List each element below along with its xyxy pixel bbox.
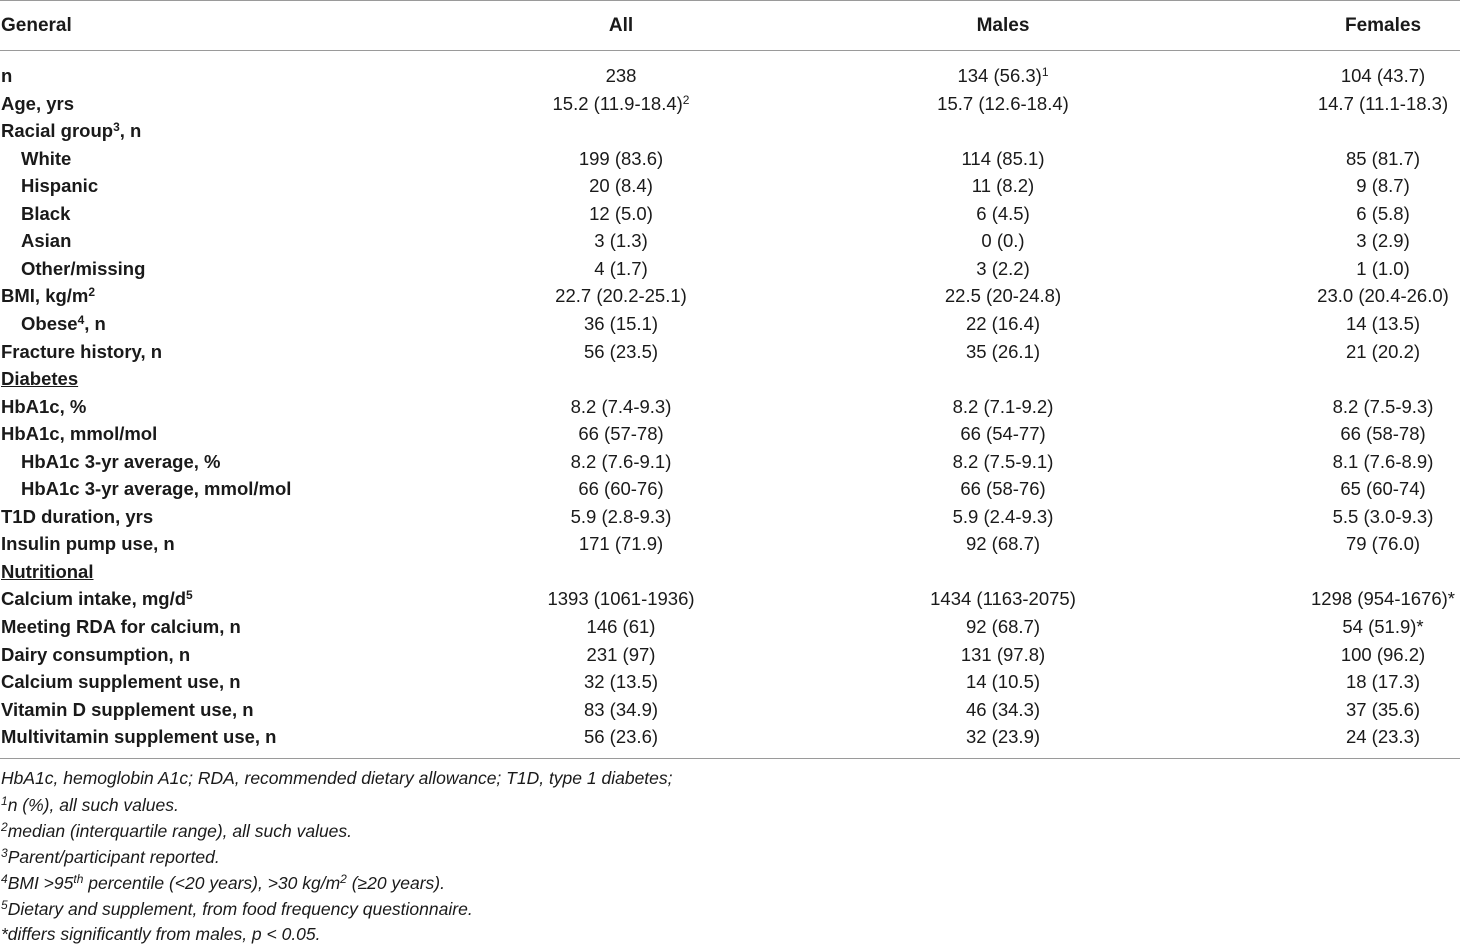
cell-females: 14.7 (11.1-18.3) [1317,92,1449,114]
top-rule [0,0,1460,1]
cell-males: 66 (54-77) [960,423,1046,445]
table-row [0,475,1460,502]
cell-females: 54 (51.9)* [1342,616,1424,637]
cell-all: 83 (34.9) [583,698,659,720]
table-row [0,558,1460,585]
cell-males: 3 (2.2) [976,257,1030,279]
cell-all: 171 (71.9) [578,533,664,555]
cell-all: 8.2 (7.6-9.1) [570,450,672,472]
table-row [0,585,1460,612]
table-row [0,641,1460,668]
cell-females: 3 (2.9) [1356,230,1410,252]
cell-males: 6 (4.5) [976,202,1030,224]
row-label: Other/missing [21,257,146,279]
cell-females: 21 (20.2) [1345,340,1421,362]
row-label: Dairy consumption, n [1,643,191,665]
row-label: Age, yrs [1,92,75,114]
cell-all: 12 (5.0) [589,202,653,224]
table-row [0,723,1460,750]
cell-males: 8.2 (7.5-9.1) [952,450,1054,472]
cell-females: 6 (5.8) [1356,202,1410,224]
cell-all: 231 (97) [586,643,656,665]
table-row [0,90,1460,117]
row-label: White [21,147,72,169]
row-label: HbA1c 3-yr average, mmol/mol [21,478,292,500]
cell-males: 22.5 (20-24.8) [944,285,1062,307]
table-row [0,310,1460,337]
table-row [0,530,1460,557]
table-row [0,172,1460,199]
cell-females: 24 (23.3) [1345,726,1421,748]
row-label: HbA1c 3-yr average, % [21,450,221,472]
cell-males: 46 (34.3) [965,698,1041,720]
cell-females: 1 (1.0) [1356,257,1410,279]
row-label: Black [21,202,71,224]
header-rule [0,50,1460,51]
cell-all: 32 (13.5) [583,671,659,693]
cell-females: 18 (17.3) [1345,671,1421,693]
cell-males: 5.9 (2.4-9.3) [952,505,1054,527]
row-label: HbA1c, mmol/mol [1,423,158,445]
cell-all: 22.7 (20.2-25.1) [555,285,687,307]
cell-females: 104 (43.7) [1340,65,1426,86]
row-label: Vitamin D supplement use, n [1,698,254,720]
cell-females: 66 (58-78) [1340,423,1426,445]
table-row [0,117,1460,144]
cell-females: 85 (81.7) [1345,147,1421,169]
cell-all: 66 (60-76) [578,478,664,500]
cell-females: 1298 (954-1676)* [1311,588,1455,610]
cell-females: 65 (60-74) [1340,478,1426,500]
row-label: Calcium supplement use, n [1,671,241,693]
footnote-3: $^3$Parent/participant reported. [1,846,220,867]
table-row [0,200,1460,227]
table-row [0,338,1460,365]
cell-all: 56 (23.5) [583,340,659,362]
cell-females: 23.0 (20.4-26.0) [1317,285,1449,307]
footnote-5: $^5$Dietary and supplement, from food frequency questionnaire. [1,898,473,919]
header-females: Females [1344,15,1422,36]
cell-males: 66 (58-76) [960,478,1046,500]
cell-males: 35 (26.1) [965,340,1041,362]
cell-females: 37 (35.6) [1345,698,1421,720]
cell-all: 1393 (1061-1936) [547,588,695,610]
cell-males: 8.2 (7.1-9.2) [952,395,1054,417]
table-row [0,420,1460,447]
cell-males: 114 (85.1) [961,147,1045,169]
cell-males: 11 (8.2) [971,175,1035,197]
row-label: Hispanic [21,175,99,197]
cell-all: 20 (8.4) [589,175,653,197]
header-all: All [608,15,634,36]
cell-females: 8.2 (7.5-9.3) [1332,395,1434,417]
cell-males: 15.7 (12.6-18.4) [937,92,1069,114]
row-label: Insulin pump use, n [1,533,175,555]
cell-all: 146 (61) [586,616,656,637]
cell-males: 134 $(56.3)^1$ [957,65,1049,86]
table-row [0,227,1460,254]
footnote-2: $^2$median (interquartile range), all such values. [1,820,353,841]
cell-all: 3 (1.3) [594,230,648,252]
row-label: Racial group$^3$, n [1,120,142,142]
cell-males: 32 (23.9) [965,726,1041,748]
table-row [0,282,1460,309]
table-row [0,62,1460,89]
cell-males: 0 (0.) [981,230,1025,252]
footnote-significance: *differs significantly from males, p < 0.05. [1,924,321,944]
row-label: HbA1c, % [1,395,87,417]
cell-all: 238 [605,65,637,86]
row-label: Calcium intake, $mg/d^5$ [1,588,193,610]
cell-all: 4 (1.7) [594,257,648,279]
table-row [0,668,1460,695]
cell-all: 15.2 $(11.9-18.4)^2$ [552,92,690,114]
cell-males: 1434 (1163-2075) [930,588,1076,610]
cell-all: 36 (15.1) [583,312,659,334]
cell-males: 92 (68.7) [965,616,1041,637]
cell-males: 131 (97.8) [960,643,1046,665]
cell-males: 92 (68.7) [965,533,1041,555]
cell-males: 14 (10.5) [965,671,1041,693]
cell-all: 56 (23.6) [583,726,659,748]
row-label: Meeting RDA for calcium, n [1,616,241,637]
cell-females: 14 (13.5) [1345,312,1421,334]
bottom-rule [0,758,1460,759]
footnote-1: $^1$n (%), all such values. [1,794,179,815]
table-row [0,255,1460,282]
row-label: Asian [21,230,72,252]
cell-females: 5.5 (3.0-9.3) [1332,505,1434,527]
row-label: BMI, $kg/m^2$ [1,285,96,307]
table-row [0,696,1460,723]
row-label: Obese$^4$, n [21,312,106,334]
cell-males: 22 (16.4) [965,312,1041,334]
cell-females: 8.1 (7.6-8.9) [1332,450,1434,472]
header-general: General [1,15,72,36]
section-heading: Nutritional [1,560,94,582]
table-row [0,145,1460,172]
cell-all: 199 (83.6) [578,147,664,169]
table-row [0,448,1460,475]
cell-females: 100 (96.2) [1340,643,1426,665]
footnote-4: $^4$BMI >95th percentile (<20 years), >30 $kg/m^2$ (≥20 years). [1,872,445,893]
cell-females: 9 (8.7) [1356,175,1410,197]
cell-all: 8.2 (7.4-9.3) [570,395,672,417]
section-heading: Diabetes [1,368,79,390]
cell-females: 79 (76.0) [1345,533,1421,555]
table-row [0,613,1460,640]
row-label: Fracture history, n [1,340,163,362]
table-row [0,365,1460,392]
cell-all: 5.9 (2.8-9.3) [570,505,672,527]
row-label: n [1,65,13,86]
footnote-abbreviations: HbA1c, hemoglobin A1c; RDA, recommended dietary allowance; T1D, type 1 diabetes; [1,768,673,788]
table-row [0,503,1460,530]
header-males: Males [976,15,1030,36]
cell-all: 66 (57-78) [578,423,664,445]
table-row [0,393,1460,420]
row-label: T1D duration, yrs [1,505,154,527]
row-label: Multivitamin supplement use, n [1,726,277,748]
